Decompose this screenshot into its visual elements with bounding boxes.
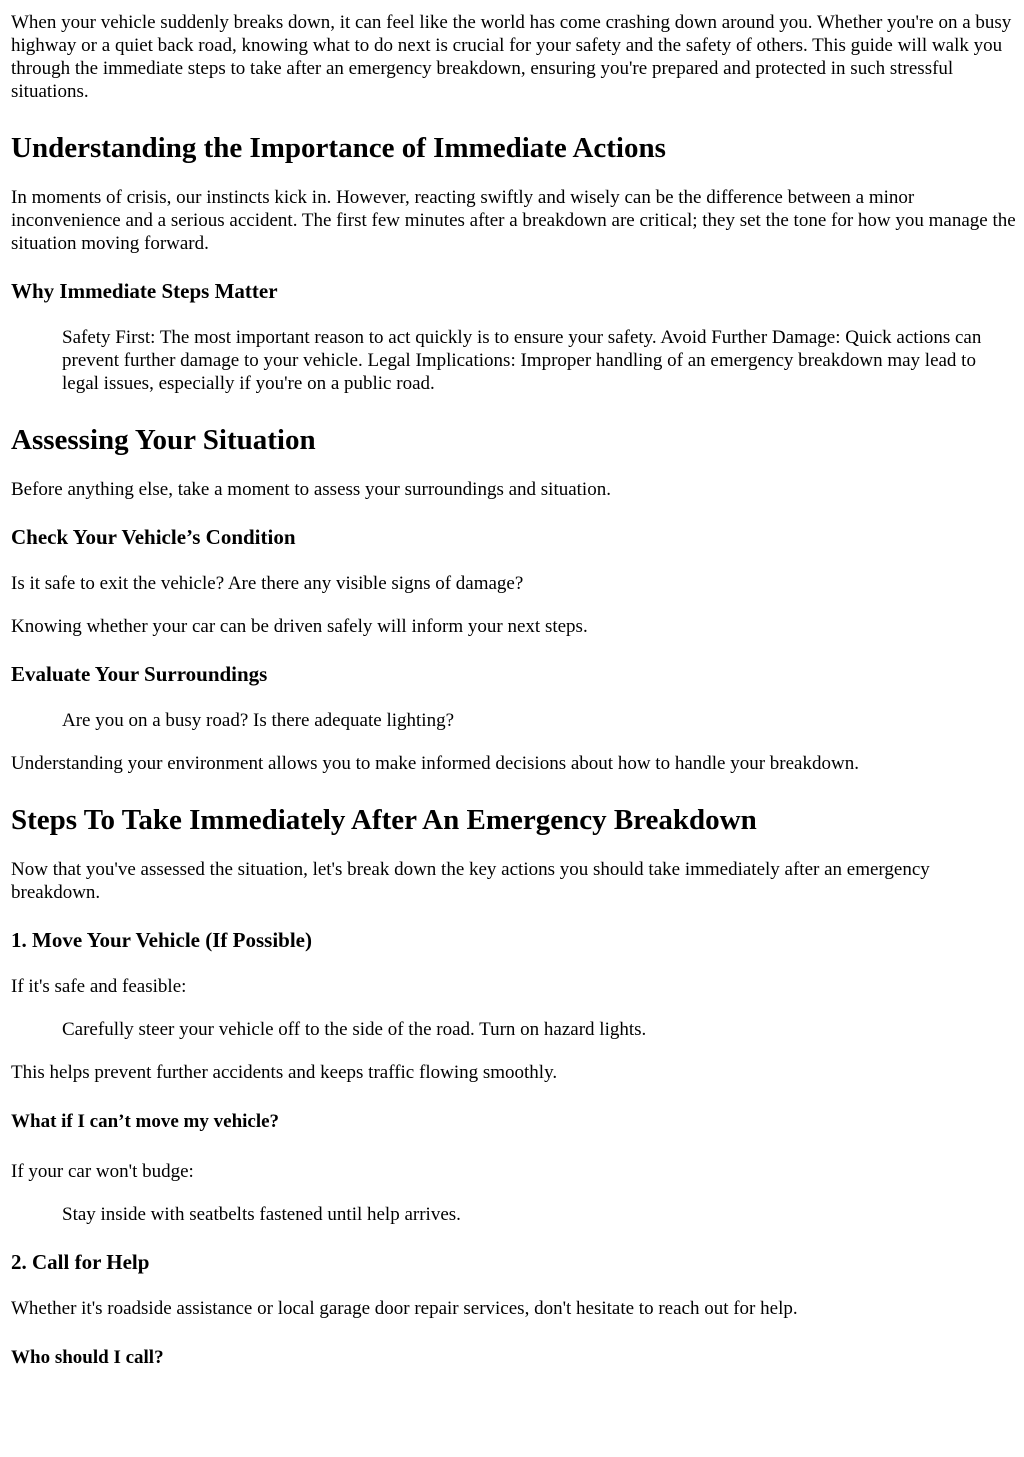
step1-intro: If it's safe and feasible: bbox=[11, 976, 187, 997]
heading-cant-move: What if I can’t move my vehicle? bbox=[11, 1111, 280, 1132]
importance-paragraph: In moments of crisis, our instincts kick in. However, reacting swiftly and wisely can be the difference between a minor inconvenience and a serious accident. The first few minutes after a breakdown are critical; they set the tone for how you manage the situation moving forward. bbox=[11, 187, 1016, 254]
intro-paragraph: When your vehicle suddenly breaks down, it can feel like the world has come crashing down around you. Whether you're on a busy highway or a quiet back road, knowing what to do next is crucial for your safety and the safety of others. This guide will walk you through the immediate steps to take after an emergency breakdown, ensuring you're prepared and protected in such stressful situations. bbox=[11, 12, 1012, 102]
steps-paragraph: Now that you've assessed the situation, let's break down the key actions you should take immediately after an emergency breakdown. bbox=[11, 859, 930, 903]
assessing-paragraph: Before anything else, take a moment to assess your surroundings and situation. bbox=[11, 479, 611, 500]
heading-step-1: 1. Move Your Vehicle (If Possible) bbox=[11, 928, 312, 952]
step1-quote: Carefully steer your vehicle off to the side of the road. Turn on hazard lights. bbox=[62, 1019, 647, 1040]
heading-check-vehicle: Check Your Vehicle’s Condition bbox=[11, 525, 296, 549]
why-steps-quote: Safety First: The most important reason to act quickly is to ensure your safety. Avoid Further Damage: Quick actions can prevent further damage to your vehicle. Legal Implications: Improper handling of an emergency breakdown may lead to legal issues, especially if you're on a public road. bbox=[62, 327, 982, 394]
cant-move-intro: If your car won't budge: bbox=[11, 1161, 194, 1182]
heading-assessing: Assessing Your Situation bbox=[11, 424, 316, 456]
heading-importance: Understanding the Importance of Immediate Actions bbox=[11, 132, 666, 164]
heading-evaluate-surroundings: Evaluate Your Surroundings bbox=[11, 662, 268, 686]
step2-paragraph: Whether it's roadside assistance or local garage door repair services, don't hesitate to reach out for help. bbox=[11, 1298, 798, 1319]
vehicle-questions: Is it safe to exit the vehicle? Are there any visible signs of damage? bbox=[11, 573, 524, 594]
article bbox=[0, 11, 1024, 1369]
heading-step-2: 2. Call for Help bbox=[11, 1250, 150, 1274]
surroundings-note: Understanding your environment allows you to make informed decisions about how to handle your breakdown. bbox=[11, 753, 859, 774]
step1-note: This helps prevent further accidents and keeps traffic flowing smoothly. bbox=[11, 1062, 558, 1083]
vehicle-note: Knowing whether your car can be driven safely will inform your next steps. bbox=[11, 616, 588, 637]
surroundings-quote: Are you on a busy road? Is there adequate lighting? bbox=[62, 710, 455, 731]
heading-who-to-call: Who should I call? bbox=[11, 1347, 164, 1368]
heading-steps: Steps To Take Immediately After An Emergency Breakdown bbox=[11, 804, 757, 836]
cant-move-quote: Stay inside with seatbelts fastened until help arrives. bbox=[62, 1204, 461, 1225]
heading-why-immediate-steps: Why Immediate Steps Matter bbox=[11, 279, 278, 303]
